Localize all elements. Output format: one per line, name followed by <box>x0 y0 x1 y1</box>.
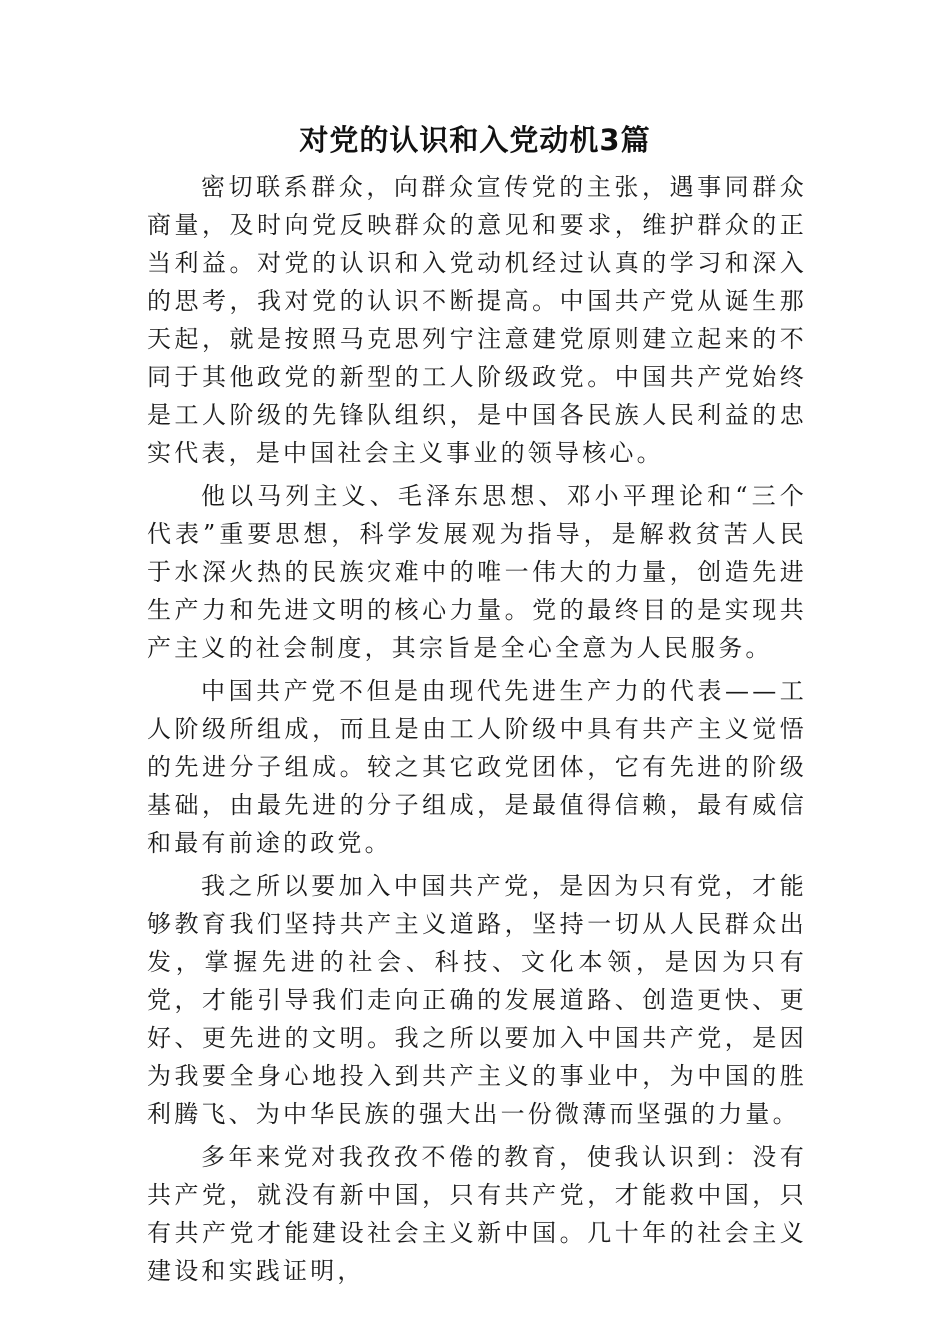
paragraph-3: 中国共产党不但是由现代先进生产力的代表——工人阶级所组成，而且是由工人阶级中具有共产主义觉悟的先进分子组成。较之其它政党团体，它有先进的阶级基础，由最先进的分子组成，是最值得信赖，最有威信和最有前途的政党。 <box>147 677 807 857</box>
paragraph-1: 密切联系群众，向群众宣传党的主张，遇事同群众商量，及时向党反映群众的意见和要求，维护群众的正当利益。对党的认识和入党动机经过认真的学习和深入的思考，我对党的认识不断提高。中国共产党从诞生那天起，就是按照马克思列宁注意建党原则建立起来的不同于其他政党的新型的工人阶级政党。中国共产党始终是工人阶级的先锋队组织，是中国各民族人民利益的忠实代表，是中国社会主义事业的领导核心。 <box>147 173 807 467</box>
paragraph-4: 我之所以要加入中国共产党，是因为只有党，才能够教育我们坚持共产主义道路，坚持一切从人民群众出发，掌握先进的社会、科技、文化本领，是因为只有党，才能引导我们走向正确的发展道路、创造更快、更好、更先进的文明。我之所以要加入中国共产党，是因为我要全身心地投入到共产主义的事业中，为中国的胜利腾飞、为中华民族的强大出一份微薄而坚强的力量。 <box>147 872 807 1128</box>
paragraph-2: 他以马列主义、毛泽东思想、邓小平理论和“三个代表”重要思想，科学发展观为指导，是解救贫苦人民于水深火热的民族灾难中的唯一伟大的力量，创造先进生产力和先进文明的核心力量。党的最终目的是实现共产主义的社会制度，其宗旨是全心全意为人民服务。 <box>147 482 807 662</box>
paragraph-5: 多年来党对我孜孜不倦的教育，使我认识到：没有共产党，就没有新中国，只有共产党，才能救中国，只有共产党才能建设社会主义新中国。几十年的社会主义建设和实践证明， <box>147 1143 807 1285</box>
document-title: 对党的认识和入党动机3篇 <box>299 123 651 157</box>
document-body <box>147 168 807 1295</box>
